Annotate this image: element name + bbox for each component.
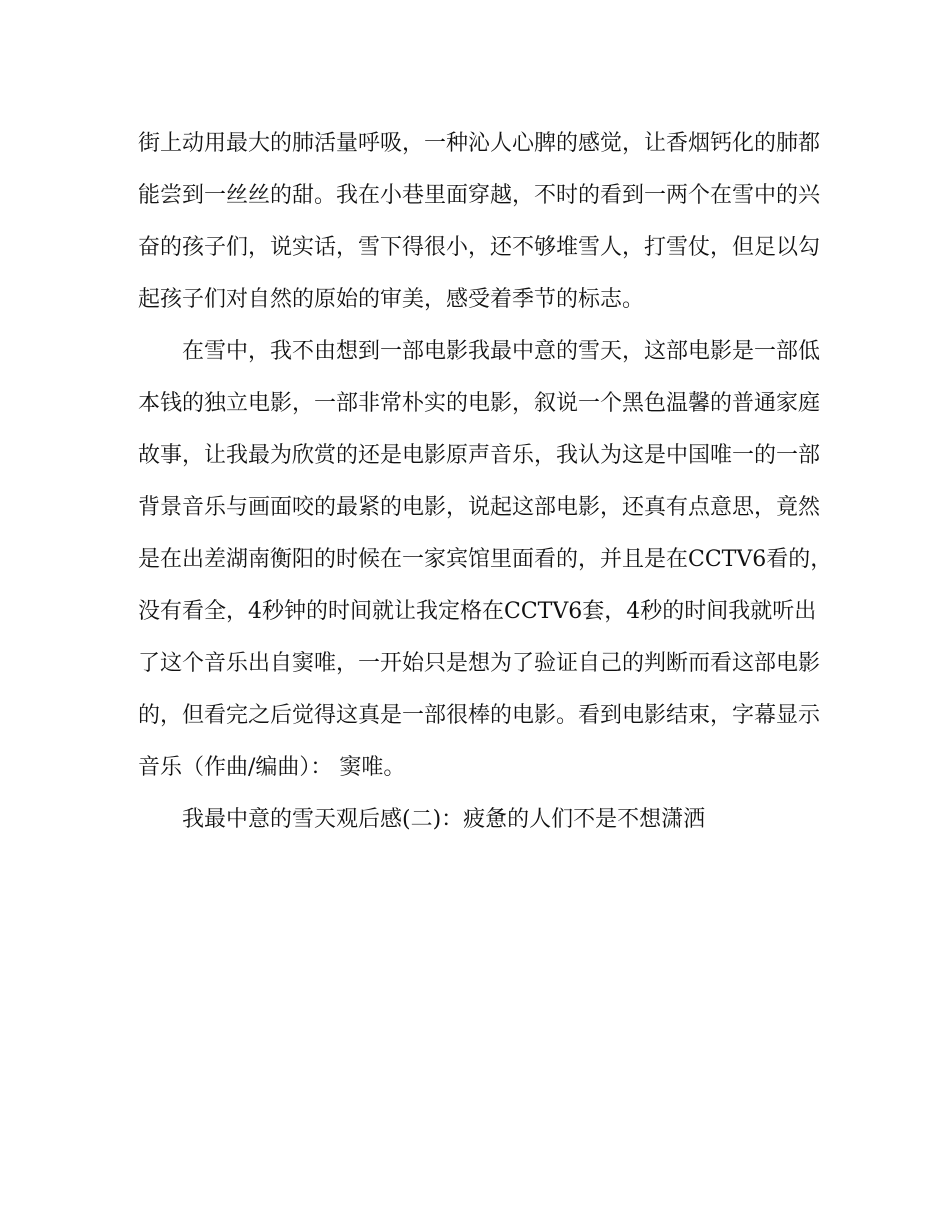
document-body xyxy=(138,118,833,846)
text-line: 没有看全，4秒钟的时间就让我定格在CCTV6套，4秒的时间我就听出 xyxy=(138,599,817,624)
text-line: 街上动用最大的肺活量呼吸，一种沁人心脾的感觉，让香烟钙化的肺都 xyxy=(138,131,821,156)
section-heading: 我最中意的雪天观后感(二)：疲惫的人们不是不想潇洒 xyxy=(182,807,706,832)
text-line: 了这个音乐出自窦唯，一开始只是想为了验证自己的判断而看这部电影 xyxy=(138,651,821,676)
text-line: 是在出差湖南衡阳的时候在一家宾馆里面看的，并且是在CCTV6看的， xyxy=(138,547,833,572)
text-line: 的，但看完之后觉得这真是一部很棒的电影。看到电影结束，字幕显示 xyxy=(138,703,821,728)
text-line: 在雪中，我不由想到一部电影我最中意的雪天，这部电影是一部低 xyxy=(182,339,821,364)
text-line: 奋的孩子们，说实话，雪下得很小，还不够堆雪人，打雪仗，但足以勾 xyxy=(138,235,821,260)
text-line: 本钱的独立电影，一部非常朴实的电影，叙说一个黑色温馨的普通家庭 xyxy=(138,391,821,416)
text-line: 背景音乐与画面咬的最紧的电影，说起这部电影，还真有点意思，竟然 xyxy=(138,495,821,520)
paragraph-1 xyxy=(138,118,821,326)
text-line: 故事，让我最为欣赏的还是电影原声音乐，我认为这是中国唯一的一部 xyxy=(138,443,821,468)
text-line: 音乐（作曲/编曲）： 窦唯。 xyxy=(138,755,406,780)
text-line: 起孩子们对自然的原始的审美，感受着季节的标志。 xyxy=(138,287,645,312)
paragraph-2 xyxy=(138,326,833,794)
text-line: 能尝到一丝丝的甜。我在小巷里面穿越，不时的看到一两个在雪中的兴 xyxy=(138,183,821,208)
paragraph-3-heading xyxy=(138,794,818,846)
